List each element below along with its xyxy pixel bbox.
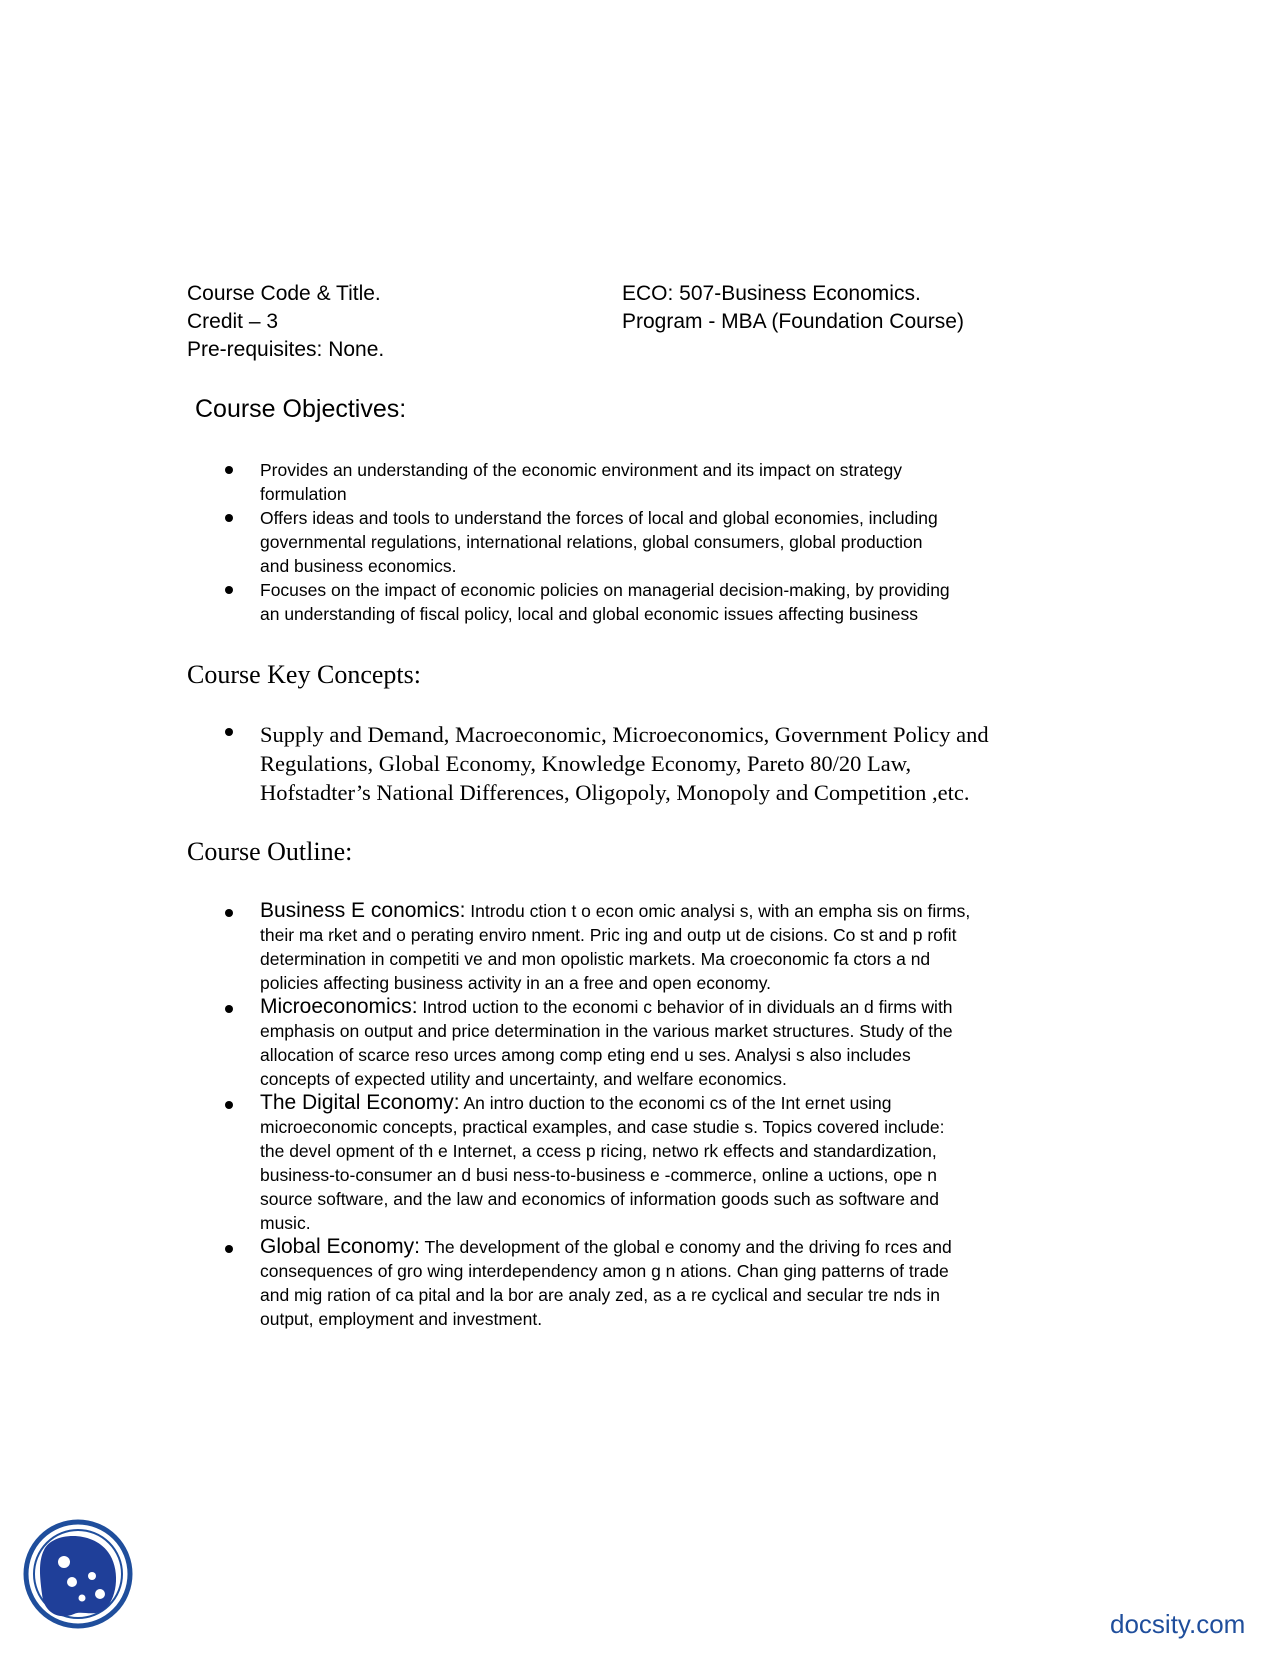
outline-item [187,899,970,995]
outline-line: business-to-consumer an d busi ness-to-business e -commerce, online a uctions, ope n [260,1165,938,1185]
outline-item [187,995,970,1091]
outline-line: policies affecting business activity in an a free and open economy. [260,973,772,993]
outline-line: output, employment and investment. [260,1309,543,1329]
objective-item [187,506,950,578]
outline-line: microeconomic concepts, practical examples, and case studie s. Topics covered include: [260,1117,945,1137]
outline-line: An intro duction to the economi cs of the Int ernet using [459,1093,892,1113]
docsity-logo-icon[interactable] [22,1518,134,1630]
outline-line: concepts of expected utility and uncertainty, and welfare economics. [260,1069,787,1089]
objective-line: an understanding of fiscal policy, local and global economic issues affecting business [260,604,918,624]
outline-line: Introdu ction t o econ omic analysi s, with an empha sis on firms, [465,901,971,921]
bullet-icon [225,1005,233,1013]
outline-line: source software, and the law and economics of information goods such as software and [260,1189,939,1209]
outline-list [187,899,970,1331]
key-concepts-heading: Course Key Concepts: [187,660,421,689]
objectives-heading: Course Objectives: [195,395,407,423]
outline-line: allocation of scarce reso urces among comp eting end u ses. Analysi s also includes [260,1045,911,1065]
outline-term: Global Economy: [260,1235,420,1258]
outline-line: Introd uction to the economi c behavior of in dividuals an d firms with [417,997,953,1017]
outline-term: Business E conomics: [260,899,466,922]
objectives-list [187,458,950,626]
outline-line: and mig ration of ca pital and la bor are analy zed, as a re cyclical and secular tre nds in [260,1285,940,1305]
objective-line: formulation [260,484,347,504]
objective-line: Offers ideas and tools to understand the forces of local and global economies, including [260,508,938,528]
concepts-line: Supply and Demand, Macroeconomic, Microeconomics, Government Policy and [260,722,989,747]
outline-item [187,1235,970,1331]
bullet-icon [225,514,233,522]
objective-line: governmental regulations, international relations, global consumers, global production [260,532,923,552]
outline-term: The Digital Economy: [260,1091,460,1114]
key-concepts-list [187,720,989,807]
outline-heading: Course Outline: [187,837,353,866]
program-value: Program - MBA (Foundation Course) [622,310,964,333]
outline-item [187,1091,970,1235]
credit-label: Credit – 3 [187,310,279,333]
outline-line: music. [260,1213,311,1233]
key-concepts-item [187,720,989,807]
outline-line: determination in competiti ve and mon opolistic markets. Ma croeconomic fa ctors a nd [260,949,931,969]
outline-line: The development of the global e conomy and the driving fo rces and [419,1237,952,1257]
bullet-icon [225,909,233,917]
bullet-icon [225,1245,233,1253]
outline-line: their ma rket and o perating enviro nment. Pric ing and outp ut de cisions. Co st and p rofit [260,925,957,945]
prerequisites: Pre-requisites: None. [187,338,385,361]
bullet-icon [225,1101,233,1109]
outline-term: Microeconomics: [260,995,418,1018]
course-code-label: Course Code & Title. [187,282,381,305]
concepts-line: Hofstadter’s National Differences, Oligopoly, Monopoly and Competition ,etc. [260,780,970,805]
objective-item [187,578,950,626]
bullet-icon [225,728,233,736]
concepts-line: Regulations, Global Economy, Knowledge Economy, Pareto 80/20 Law, [260,751,912,776]
course-code-value: ECO: 507-Business Economics. [622,282,921,305]
outline-line: consequences of gro wing interdependency amon g n ations. Chan ging patterns of trade [260,1261,949,1281]
objective-line: Focuses on the impact of economic policies on managerial decision-making, by providing [260,580,950,600]
outline-line: emphasis on output and price determination in the various market structures. Study of the [260,1021,953,1041]
bullet-icon [225,466,233,474]
outline-line: the devel opment of th e Internet, a ccess p ricing, netwo rk effects and standardization, [260,1141,937,1161]
objective-item [187,458,950,506]
docsity-brand-link[interactable]: docsity.com [1110,1609,1246,1639]
bullet-icon [225,586,233,594]
objective-line: and business economics. [260,556,457,576]
objective-line: Provides an understanding of the economic environment and its impact on strategy [260,460,903,480]
